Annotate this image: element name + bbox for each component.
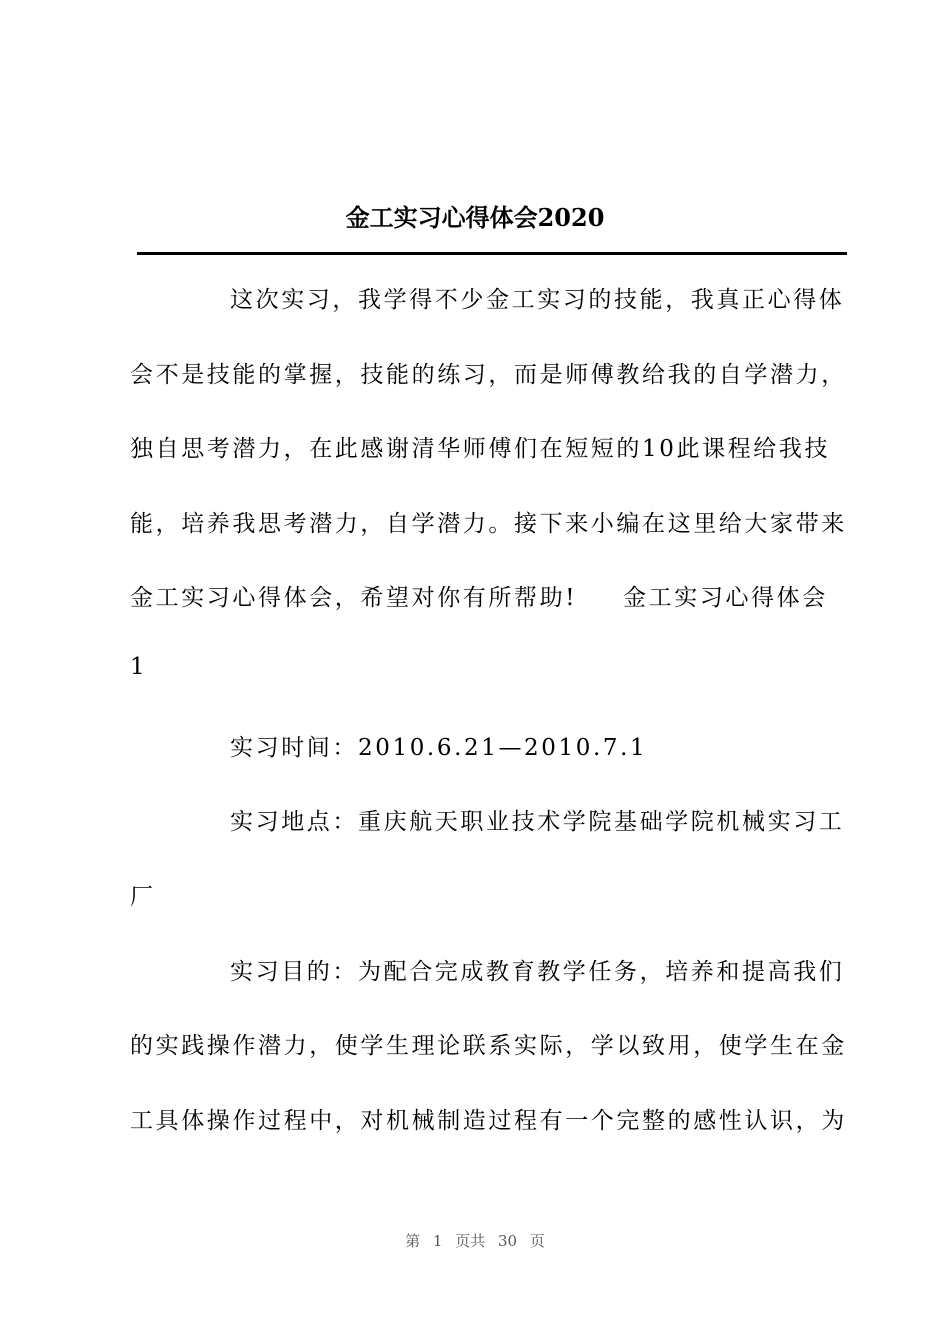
internship-purpose: 实习目的：为配合完成教育教学任务，培养和提高我们 bbox=[230, 959, 845, 985]
body-line: 的实践操作潜力，使学生理论联系实际，学以致用，使学生在金 bbox=[130, 1033, 847, 1059]
body-line bbox=[130, 579, 828, 612]
body-line: 工具体操作过程中，对机械制造过程有一个完整的感性认识，为 bbox=[130, 1108, 847, 1134]
title-divider bbox=[137, 252, 847, 255]
section-heading-number: 1 bbox=[130, 654, 148, 680]
internship-location: 实习地点：重庆航天职业技术学院基础学院机械实习工 bbox=[230, 809, 845, 835]
body-line: 能，培养我思考潜力，自学潜力。接下来小编在这里给大家带来 bbox=[130, 511, 847, 537]
body-line: 独自思考潜力，在此感谢清华师傅们在短短的10此课程给我技 bbox=[130, 436, 831, 462]
page-number: 第 1 页共 30 页 bbox=[405, 1232, 545, 1250]
document-title: 金工实习心得体会2020 bbox=[345, 203, 605, 232]
body-line: 会不是技能的掌握，技能的练习，而是师傅教给我的自学潜力， bbox=[130, 362, 847, 388]
internship-time: 实习时间：2010.6.21—2010.7.1 bbox=[230, 735, 648, 761]
body-line: 厂 bbox=[130, 884, 156, 910]
section-heading: 金工实习心得体会 bbox=[623, 585, 828, 611]
body-line: 这次实习，我学得不少金工实习的技能，我真正心得体 bbox=[230, 287, 845, 313]
body-line-segment: 金工实习心得体会，希望对你有所帮助! bbox=[130, 585, 578, 611]
